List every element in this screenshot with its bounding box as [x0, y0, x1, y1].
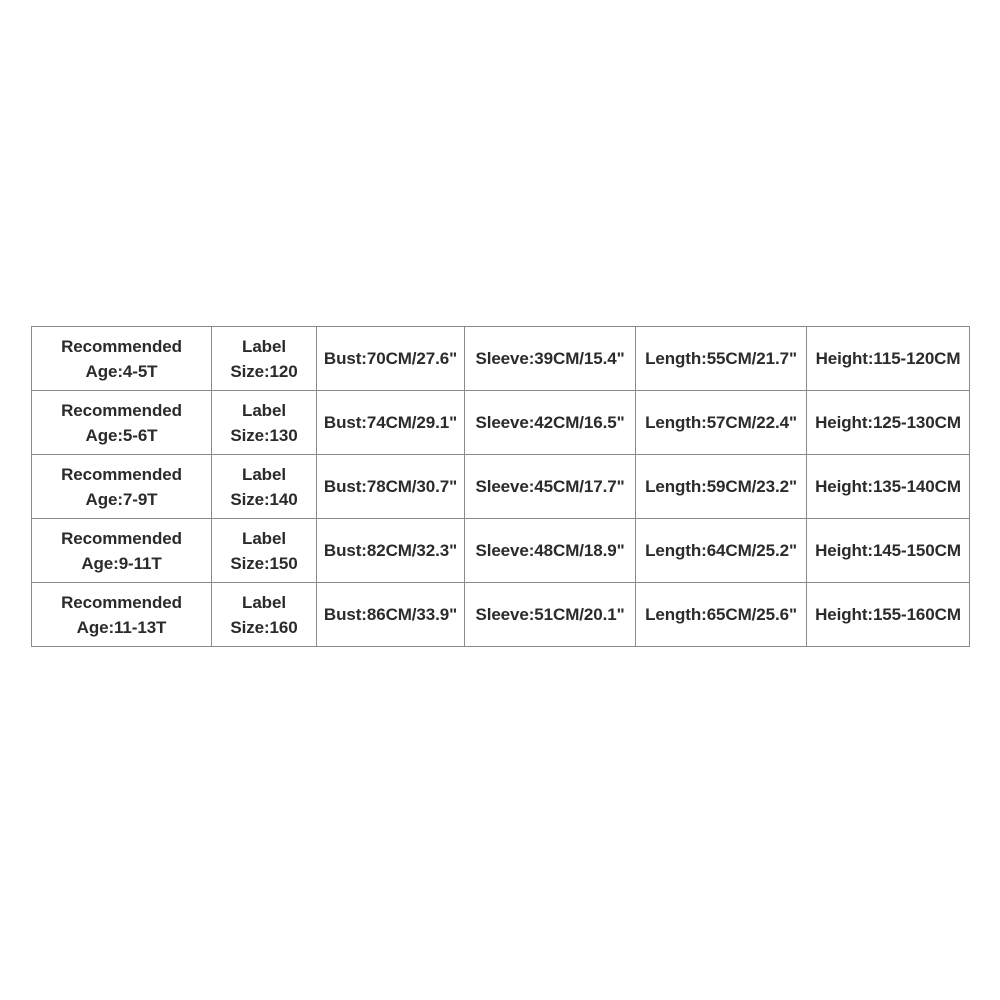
table-row [32, 583, 970, 647]
label-size-cell [212, 391, 317, 455]
label-size-cell [212, 583, 317, 647]
recommended-age-cell [32, 455, 212, 519]
size-chart-table [31, 326, 970, 647]
age-heading: Recommended [61, 528, 182, 548]
sleeve-cell: Sleeve:42CM/16.5" [465, 391, 636, 455]
age-heading: Recommended [61, 464, 182, 484]
label-heading: Label [242, 464, 286, 484]
height-cell: Height:155-160CM [807, 583, 970, 647]
age-heading: Recommended [61, 400, 182, 420]
bust-cell: Bust:86CM/33.9" [317, 583, 465, 647]
sleeve-cell: Sleeve:51CM/20.1" [465, 583, 636, 647]
label-size-value: Size:130 [230, 425, 298, 445]
age-value: Age:9-11T [81, 553, 162, 573]
height-cell: Height:135-140CM [807, 455, 970, 519]
recommended-age-cell [32, 391, 212, 455]
recommended-age-cell [32, 327, 212, 391]
length-cell: Length:57CM/22.4" [636, 391, 807, 455]
age-value: Age:7-9T [85, 489, 158, 509]
bust-cell: Bust:78CM/30.7" [317, 455, 465, 519]
recommended-age-cell [32, 583, 212, 647]
sleeve-cell: Sleeve:39CM/15.4" [465, 327, 636, 391]
label-size-cell [212, 327, 317, 391]
table-row [32, 327, 970, 391]
label-heading: Label [242, 400, 286, 420]
sleeve-cell: Sleeve:45CM/17.7" [465, 455, 636, 519]
length-cell: Length:59CM/23.2" [636, 455, 807, 519]
length-cell: Length:65CM/25.6" [636, 583, 807, 647]
label-size-cell [212, 455, 317, 519]
height-cell: Height:145-150CM [807, 519, 970, 583]
label-heading: Label [242, 336, 286, 356]
age-heading: Recommended [61, 336, 182, 356]
height-cell: Height:125-130CM [807, 391, 970, 455]
label-heading: Label [242, 528, 286, 548]
recommended-age-cell [32, 519, 212, 583]
label-size-cell [212, 519, 317, 583]
age-value: Age:4-5T [85, 361, 158, 381]
label-heading: Label [242, 592, 286, 612]
bust-cell: Bust:82CM/32.3" [317, 519, 465, 583]
age-heading: Recommended [61, 592, 182, 612]
height-cell: Height:115-120CM [807, 327, 970, 391]
label-size-value: Size:120 [230, 361, 298, 381]
sleeve-cell: Sleeve:48CM/18.9" [465, 519, 636, 583]
table-row [32, 391, 970, 455]
age-value: Age:5-6T [85, 425, 158, 445]
table-row [32, 455, 970, 519]
label-size-value: Size:150 [230, 553, 298, 573]
table-row [32, 519, 970, 583]
label-size-value: Size:140 [230, 489, 298, 509]
age-value: Age:11-13T [76, 617, 167, 637]
bust-cell: Bust:74CM/29.1" [317, 391, 465, 455]
label-size-value: Size:160 [230, 617, 298, 637]
bust-cell: Bust:70CM/27.6" [317, 327, 465, 391]
length-cell: Length:55CM/21.7" [636, 327, 807, 391]
length-cell: Length:64CM/25.2" [636, 519, 807, 583]
